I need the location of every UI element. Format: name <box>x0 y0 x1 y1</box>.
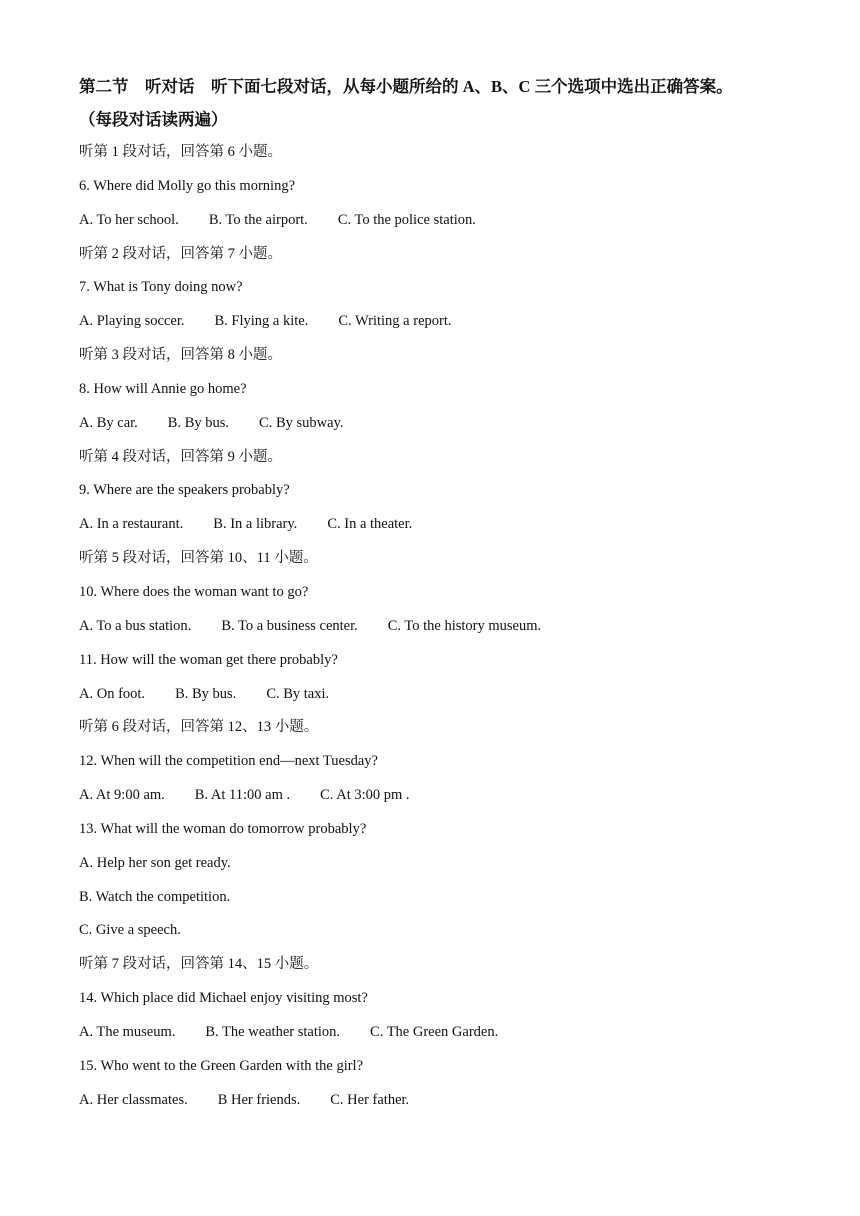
dialogue-intro: 听第 4 段对话，回答第 9 小题。 <box>79 448 282 465</box>
dialogue-intro: 听第 2 段对话，回答第 7 小题。 <box>79 245 282 262</box>
option-a: A. Help her son get ready. <box>79 854 231 871</box>
option-c: C. Her father. <box>330 1091 410 1108</box>
question-text: 15. Who went to the Green Garden with the girl? <box>79 1057 364 1074</box>
dialogue-intro: 听第 1 段对话，回答第 6 小题。 <box>79 144 282 160</box>
question-options <box>79 508 819 542</box>
dialogue-intro: 听第 3 段对话，回答第 8 小题。 <box>79 347 282 364</box>
dialogue-intro: 听第 5 段对话，回答第 10、11 小题。 <box>79 550 318 567</box>
question-text: 7. What is Tony doing now? <box>79 279 243 296</box>
option-c: C. By taxi. <box>266 685 330 702</box>
question-options <box>79 678 819 712</box>
section-heading-note: （每段对话读两遍） <box>79 110 228 129</box>
option-c: C. The Green Garden. <box>370 1023 499 1040</box>
dialogue-intro: 听第 7 段对话，回答第 14、15 小题。 <box>79 956 319 973</box>
option-b: B. The weather station. <box>205 1023 341 1040</box>
question-text: 13. What will the woman do tomorrow probably? <box>79 820 367 837</box>
option-c: C. To the police station. <box>337 211 476 228</box>
question-text: 9. Where are the speakers probably? <box>79 482 290 499</box>
option-b: B. Flying a kite. <box>214 313 309 330</box>
option-a: A. In a restaurant. <box>79 516 184 533</box>
option-a: A. At 9:00 am. <box>79 787 165 804</box>
question-options <box>79 305 819 339</box>
question-text: 8. How will Annie go home? <box>79 380 247 397</box>
question-options <box>79 407 819 441</box>
question-options <box>79 779 819 813</box>
option-a: A. To a bus station. <box>79 617 192 634</box>
option-b: B. By bus. <box>167 414 230 431</box>
option-b: B. By bus. <box>175 685 237 702</box>
option-b: B. Watch the competition. <box>79 888 231 905</box>
option-c: C. In a theater. <box>327 516 413 533</box>
section-heading: 第二节 听对话 听下面七段对话，从每小题所给的 A、B、C 三个选项中选出正确答案。 <box>79 77 733 96</box>
option-b: B. At 11:00 am . <box>194 787 291 804</box>
option-a: A. Her classmates. <box>79 1091 188 1108</box>
option-a: A. The museum. <box>79 1023 176 1040</box>
option-c: C. To the history museum. <box>387 617 542 634</box>
option-c: C. At 3:00 pm . <box>320 787 410 804</box>
option-b: B. In a library. <box>213 516 298 533</box>
question-text: 14. Which place did Michael enjoy visiting most? <box>79 990 368 1007</box>
option-b: B Her friends. <box>217 1091 301 1108</box>
option-b: B. To the airport. <box>208 211 308 228</box>
question-text: 11. How will the woman get there probably? <box>79 651 338 668</box>
option-c: C. Give a speech. <box>79 922 181 939</box>
option-a: A. On foot. <box>79 685 146 702</box>
exam-page <box>79 70 819 1117</box>
question-text: 6. Where did Molly go this morning? <box>79 177 295 194</box>
option-c: C. By subway. <box>259 414 344 431</box>
option-a: A. Playing soccer. <box>79 313 185 330</box>
question-options <box>79 1084 819 1118</box>
option-c: C. Writing a report. <box>338 313 452 330</box>
dialogue-intro: 听第 6 段对话，回答第 12、13 小题。 <box>79 719 319 736</box>
option-a: A. By car. <box>79 414 138 431</box>
question-options <box>79 1016 819 1050</box>
question-options <box>79 610 819 644</box>
option-b: B. To a business center. <box>221 617 358 634</box>
question-text: 12. When will the competition end—next Tuesday? <box>79 753 378 770</box>
option-a: A. To her school. <box>79 211 179 228</box>
question-text: 10. Where does the woman want to go? <box>79 583 309 600</box>
question-options <box>79 204 819 238</box>
